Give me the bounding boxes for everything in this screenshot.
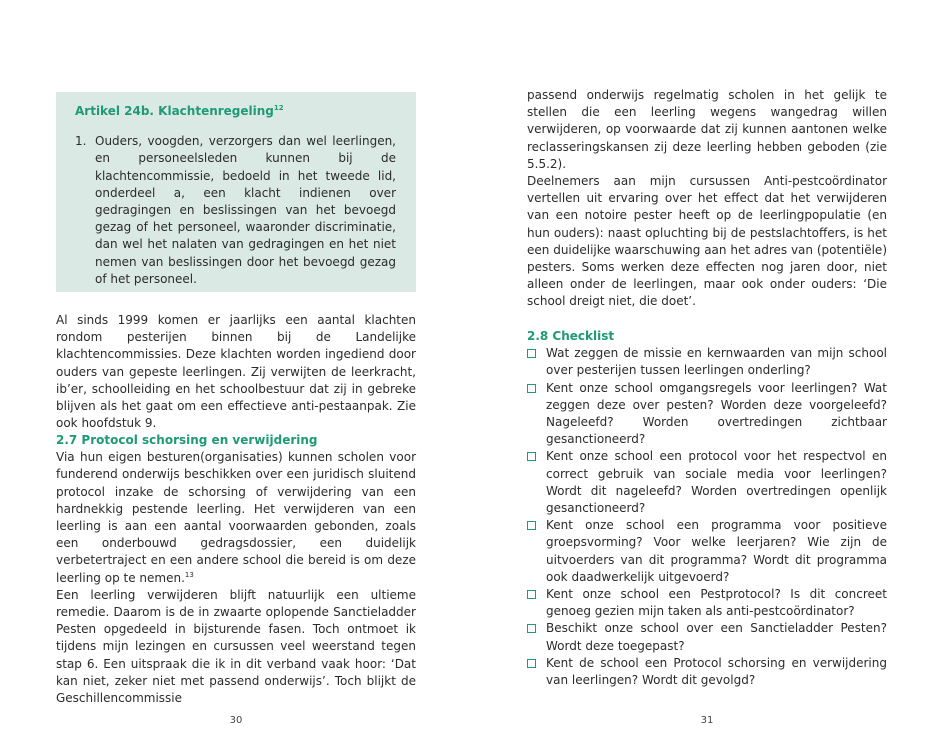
left-page: [56, 0, 416, 755]
intro-paragraph: Al sinds 1999 komen er jaarlijks een aantal klachten rondom pesterijen binnen bij de Landelijke klachtencommissies. Deze klachten worden ingediend door ouders van gepeste leerlingen. Zij verwijten de leerkracht, ib’er, schoolleiding en het schoolbestuur dat zij in gebreke blijven als het gaat om een effectieve anti-pestaanpak. Zie ook hoofdstuk 9.: [56, 313, 416, 431]
checklist-item-text: Wat zeggen de missie en kernwaarden van mijn school over pesterijen tussen leerlingen onderling?: [546, 346, 887, 378]
article-title: [75, 103, 396, 120]
checklist-item-text: Kent de school een Protocol schorsing en verwijdering van leerlingen? Wordt dit gevolgd?: [546, 655, 887, 688]
checklist-item-text: Kent onze school omgangsregels voor leerlingen? Wat zeggen deze over pesten? Worden deze voorgeleefd? Nageleefd? Worden overtredingen zichtbaar gesanctioneerd?: [546, 380, 887, 447]
checklist-heading: 2.8 Checklist: [527, 329, 615, 343]
checkbox-icon: [527, 452, 536, 461]
checkbox-icon: [527, 659, 536, 668]
experience-block: [527, 173, 887, 311]
checklist-section: [527, 328, 887, 689]
article-title-text: Artikel 24b. Klachtenregeling: [75, 104, 274, 118]
checklist-item-text: Kent onze school een Pestprotocol? Is dit concreet genoeg gezien mijn taken als anti-pestcoördinator?: [546, 587, 887, 619]
checklist-item: [527, 655, 887, 689]
section-2-7: [56, 432, 416, 707]
checkbox-icon: [527, 590, 536, 599]
checklist-item-text: Kent onze school een protocol voor het respectvol en correct gebruik van sociale media voor leerlingen? Wordt dit nageleefd? Worden overtredingen openlijk gesanctioneerd?: [546, 449, 887, 516]
checklist-item: [527, 345, 887, 379]
checklist-item: [527, 586, 887, 620]
footnote-marker: 12: [273, 104, 284, 112]
right-page: [527, 0, 887, 755]
section-paragraph: Een leerling verwijderen blijft natuurlijk een ultieme remedie. Daarom is de in zwaarte oplopende Sanctieladder Pesten opgedeeld in bijsturende fasen. Toch ontmoet ik tijdens mijn lezingen en cursussen veel weerstand tegen stap 6. Een uitspraak die ik in dit verband vaak hoor: ‘Dat kan niet, zeker niet met passend onderwijs’. Toch blijkt de Geschillencommissie: [56, 587, 416, 706]
checklist-item: [527, 620, 887, 654]
checklist-item-text: Beschikt onze school over een Sanctieladder Pesten? Wordt deze toegepast?: [546, 621, 887, 653]
section-heading: 2.7 Protocol schorsing en verwijdering: [56, 433, 318, 447]
checkbox-icon: [527, 384, 536, 393]
checklist-item: [527, 448, 887, 517]
section-paragraph-text: Via hun eigen besturen(organisaties) kunnen scholen voor funderend onderwijs beschikken over een juridisch sluitend protocol inzake de schorsing of verwijdering van een hardnekkig pestende leerling. Het verwijderen van een leerling is aan een aantal voorwaarden gebonden, zoals een onderbouwd gedragsdossier, een duidelijk verbetertraject en een andere school die bereid is om deze leerling op te nemen.: [56, 450, 416, 585]
checklist: [527, 345, 887, 689]
page-number: 30: [229, 715, 243, 726]
continued-paragraph: passend onderwijs regelmatig scholen in het gelijk te stellen die een leerling wegens wangedrag willen verwijderen, op voorwaarde dat zij kunnen aantonen welke reclasseringskansen zij deze leerling hebben geboden (zie 5.5.2).: [527, 88, 887, 171]
continued-block: [527, 87, 887, 173]
checkbox-icon: [527, 349, 536, 358]
article-item-number: 1.: [75, 134, 87, 149]
checklist-item: [527, 517, 887, 586]
article-item-text: Ouders, voogden, verzorgers dan wel leerlingen, en personeelsleden kunnen bij de klachtencommissie, bedoeld in het tweede lid, onderdeel a, een klacht indienen over gedragingen en beslissingen van het bevoegd gezag of het personeel, waaronder discriminatie, dan wel het nalaten van gedragingen en het niet nemen van beslissingen door het bevoegd gezag of het personeel.: [95, 134, 396, 286]
checklist-item: [527, 380, 887, 449]
page-number: 31: [700, 715, 714, 726]
section-paragraph: [56, 449, 416, 587]
footnote-marker: 13: [184, 570, 194, 579]
intro-block: [56, 312, 416, 432]
checkbox-icon: [527, 624, 536, 633]
article-item: [75, 133, 396, 288]
experience-paragraph: Deelnemers aan mijn cursussen Anti-pestcoördinator vertellen uit ervaring over het effect dat het verwijderen van een notoire pester heeft op de leerlingpopulatie (en hun ouders): naast opluchting bij de pestslachtoffers, is het een duidelijke waarschuwing aan het adres van (potentiële) pesters. Soms werken deze effecten nog jaren door, niet alleen onder de leerlingen, maar ook onder ouders: ‘Die school dreigt niet, die doet’.: [527, 174, 887, 309]
checkbox-icon: [527, 521, 536, 530]
law-article-box: [56, 92, 416, 292]
checklist-item-text: Kent onze school een programma voor positieve groepsvorming? Voor welke leerjaren? Wie zijn de uitvoerders van dit programma? Wordt dit programma ook daadwerkelijk uitgevoerd?: [546, 518, 887, 584]
